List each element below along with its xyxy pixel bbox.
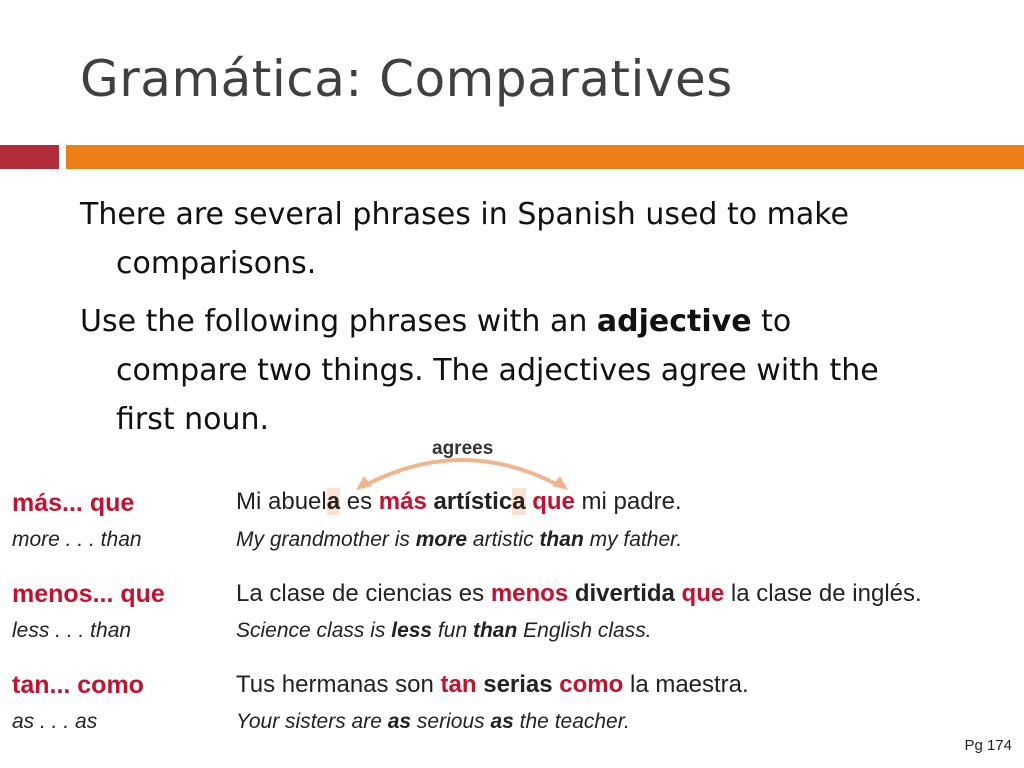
phrase-menos-que: menos... que (12, 580, 165, 608)
example-adjective: divertida (574, 580, 675, 607)
title-accent-bar-left (0, 145, 59, 169)
translation-text: Science class is (236, 619, 392, 642)
agreement-ending-noun: a (326, 488, 341, 515)
usage-line-1-pre: Use the following phrases with an (80, 304, 597, 339)
comparative-word: menos (490, 580, 569, 607)
example-sentence-mas-que (236, 488, 682, 516)
translation-keyword: as (490, 710, 514, 733)
example-adjective: serias (483, 671, 553, 698)
translation-text: my father. (583, 528, 683, 551)
example-text: Mi abuel (236, 488, 327, 515)
intro-line-2: comparisons. (116, 246, 317, 281)
agrees-label: agrees (432, 438, 494, 459)
translation-keyword: more (415, 528, 468, 551)
translation-keyword: as (387, 710, 412, 733)
agreement-arrow-curve (364, 460, 560, 486)
phrase-translation-less-than: less . . . than (12, 619, 132, 642)
example-adjective: artístic (433, 488, 513, 515)
example-text: la clase de inglés. (724, 580, 922, 607)
agreement-ending-adjective: a (512, 488, 526, 515)
usage-line-1-post: to (751, 304, 792, 339)
example-space (568, 580, 575, 607)
translation-text: artistic (467, 528, 540, 551)
translation-text: fun (432, 619, 473, 642)
usage-paragraph (80, 297, 980, 444)
usage-line-2: compare two things. The adjectives agree with the (116, 353, 879, 388)
example-translation-menos-que (236, 619, 652, 643)
comparative-word: que (681, 580, 725, 607)
translation-keyword: than (539, 528, 584, 551)
example-translation-tan-como (236, 710, 630, 734)
translation-keyword: less (391, 619, 433, 642)
comparative-word: como (559, 671, 624, 698)
phrase-translation-as-as: as . . . as (12, 710, 98, 733)
example-text: Tus hermanas son (236, 671, 441, 698)
phrase-translation-more-than: more . . . than (12, 528, 142, 551)
intro-paragraph (80, 190, 980, 288)
translation-text: My grandmother is (236, 528, 416, 551)
comparative-word: tan (440, 671, 477, 698)
example-sentence-tan-como (236, 671, 749, 699)
example-text: mi padre. (574, 488, 682, 515)
example-space (675, 580, 682, 607)
example-text: La clase de ciencias es (236, 580, 491, 607)
usage-keyword-adjective: adjective (596, 304, 752, 339)
comparative-word: que (532, 488, 575, 515)
comparative-word: más (378, 488, 427, 515)
translation-text: Your sisters are (236, 710, 388, 733)
phrase-tan-como: tan... como (12, 671, 144, 699)
phrase-mas-que: más... que (12, 489, 135, 517)
title-accent-bar (66, 145, 1024, 169)
example-text: es (340, 488, 379, 515)
intro-line-1: There are several phrases in Spanish used to make (80, 197, 850, 232)
page-number: Pg 174 (964, 737, 1012, 754)
translation-text: the teacher. (513, 710, 630, 733)
translation-keyword: than (472, 619, 518, 642)
example-sentence-menos-que (236, 580, 922, 608)
example-translation-mas-que (236, 528, 682, 552)
translation-text: serious (411, 710, 491, 733)
slide-title: Gramática: Comparatives (80, 50, 733, 108)
translation-text: English class. (517, 619, 652, 642)
usage-line-3: first noun. (116, 402, 270, 437)
example-text: la maestra. (623, 671, 749, 698)
